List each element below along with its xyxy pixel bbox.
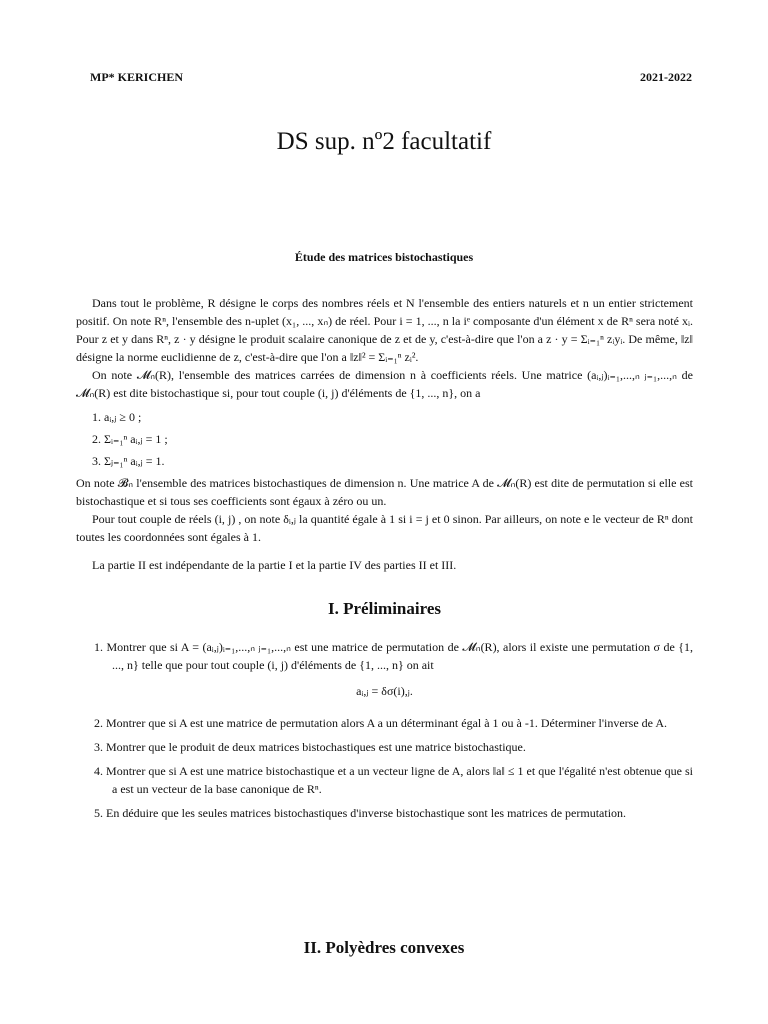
question-2: 2. Montrer que si A est une matrice de permutation alors A a un déterminant égal à 1 ou à -1. Déterminer l'inverse de A. [94, 716, 667, 730]
question-1-formula: aᵢ,ⱼ = δσ(i),ⱼ. [356, 684, 413, 698]
intro-paragraph-5: La partie II est indépendante de la partie I et la partie IV des parties II et III. [92, 558, 457, 572]
header-author: MP* KERICHEN [90, 70, 183, 84]
section-2-title: II. Polyèdres convexes [303, 938, 465, 957]
conditions-list [92, 408, 693, 470]
page-subtitle: Étude des matrices bistochastiques [294, 250, 474, 264]
page-title: DS sup. nº2 facultatif [276, 128, 492, 155]
question-4: 4. Montrer que si A est une matrice bistochastique et a un vecteur ligne de A, alors ‖a‖ ≤ 1 et que l'égalité n'est obtenue que si a est un vecteur de la base canonique de Rⁿ. [94, 764, 693, 796]
header-year: 2021-2022 [640, 70, 692, 84]
question-5: 5. En déduire que les seules matrices bistochastiques d'inverse bistochastique sont les matrices de permutation. [94, 806, 627, 820]
condition-1: 1. aᵢ,ⱼ ≥ 0 ; [92, 410, 142, 424]
intro-paragraph-2: On note 𝓜ₙ(R), l'ensemble des matrices carrées de dimension n à coefficients réels. Une matrice (aᵢ,ⱼ)ᵢ₌₁,...,ₙ ⱼ₌₁,...,ₙ de 𝓜ₙ(R) est dite bistochastique si, pour tout couple (i, j) d'éléments de {1, ..., n}, on a [76, 368, 693, 400]
intro-paragraph-3: On note 𝓑ₙ l'ensemble des matrices bistochastiques de dimension n. Une matrice A de 𝓜ₙ(R) est dite de permutation si elle est bistochastique et si tous ses coefficients sont égaux à zéro ou un. [76, 476, 693, 508]
intro-paragraph-1: Dans tout le problème, R désigne le corps des nombres réels et N l'ensemble des entiers naturels et n un entier strictement positif. On note Rⁿ, l'ensemble des n-uplet (x₁, ..., xₙ) de réel. Pour i = 1, ..., n la iᵉ composante d'un élément x de Rⁿ sera noté xᵢ. Pour z et y dans Rⁿ, z · y désigne le produit scalaire canonique de z et de y, c'est-à-dire que l'on a z · y = Σᵢ₌₁ⁿ zᵢyᵢ. De même, ‖z‖ désigne la norme euclidienne de z, c'est-à-dire que l'on a ‖z‖² = Σᵢ₌₁ⁿ zᵢ². [76, 296, 693, 364]
condition-2: 2. Σᵢ₌₁ⁿ aᵢ,ⱼ = 1 ; [92, 432, 168, 446]
condition-3: 3. Σⱼ₌₁ⁿ aᵢ,ⱼ = 1. [92, 454, 165, 468]
intro-paragraph-4: Pour tout couple de réels (i, j) , on note δᵢ,ⱼ la quantité égale à 1 si i = j et 0 sinon. Par ailleurs, on note e le vecteur de Rⁿ dont toutes les coordonnées sont égales à 1. [76, 512, 693, 544]
document-body [76, 294, 693, 828]
question-3: 3. Montrer que le produit de deux matrices bistochastiques est une matrice bistochastique. [94, 740, 526, 754]
section-1-title: I. Préliminaires [328, 599, 441, 618]
question-1: 1. Montrer que si A = (aᵢ,ⱼ)ᵢ₌₁,...,ₙ ⱼ₌₁,...,ₙ est une matrice de permutation de 𝓜ₙ(R), alors il existe une permutation σ de {1, ..., n} telle que pour tout couple (i, j) d'éléments de {1, ..., n} on ait [94, 640, 693, 672]
